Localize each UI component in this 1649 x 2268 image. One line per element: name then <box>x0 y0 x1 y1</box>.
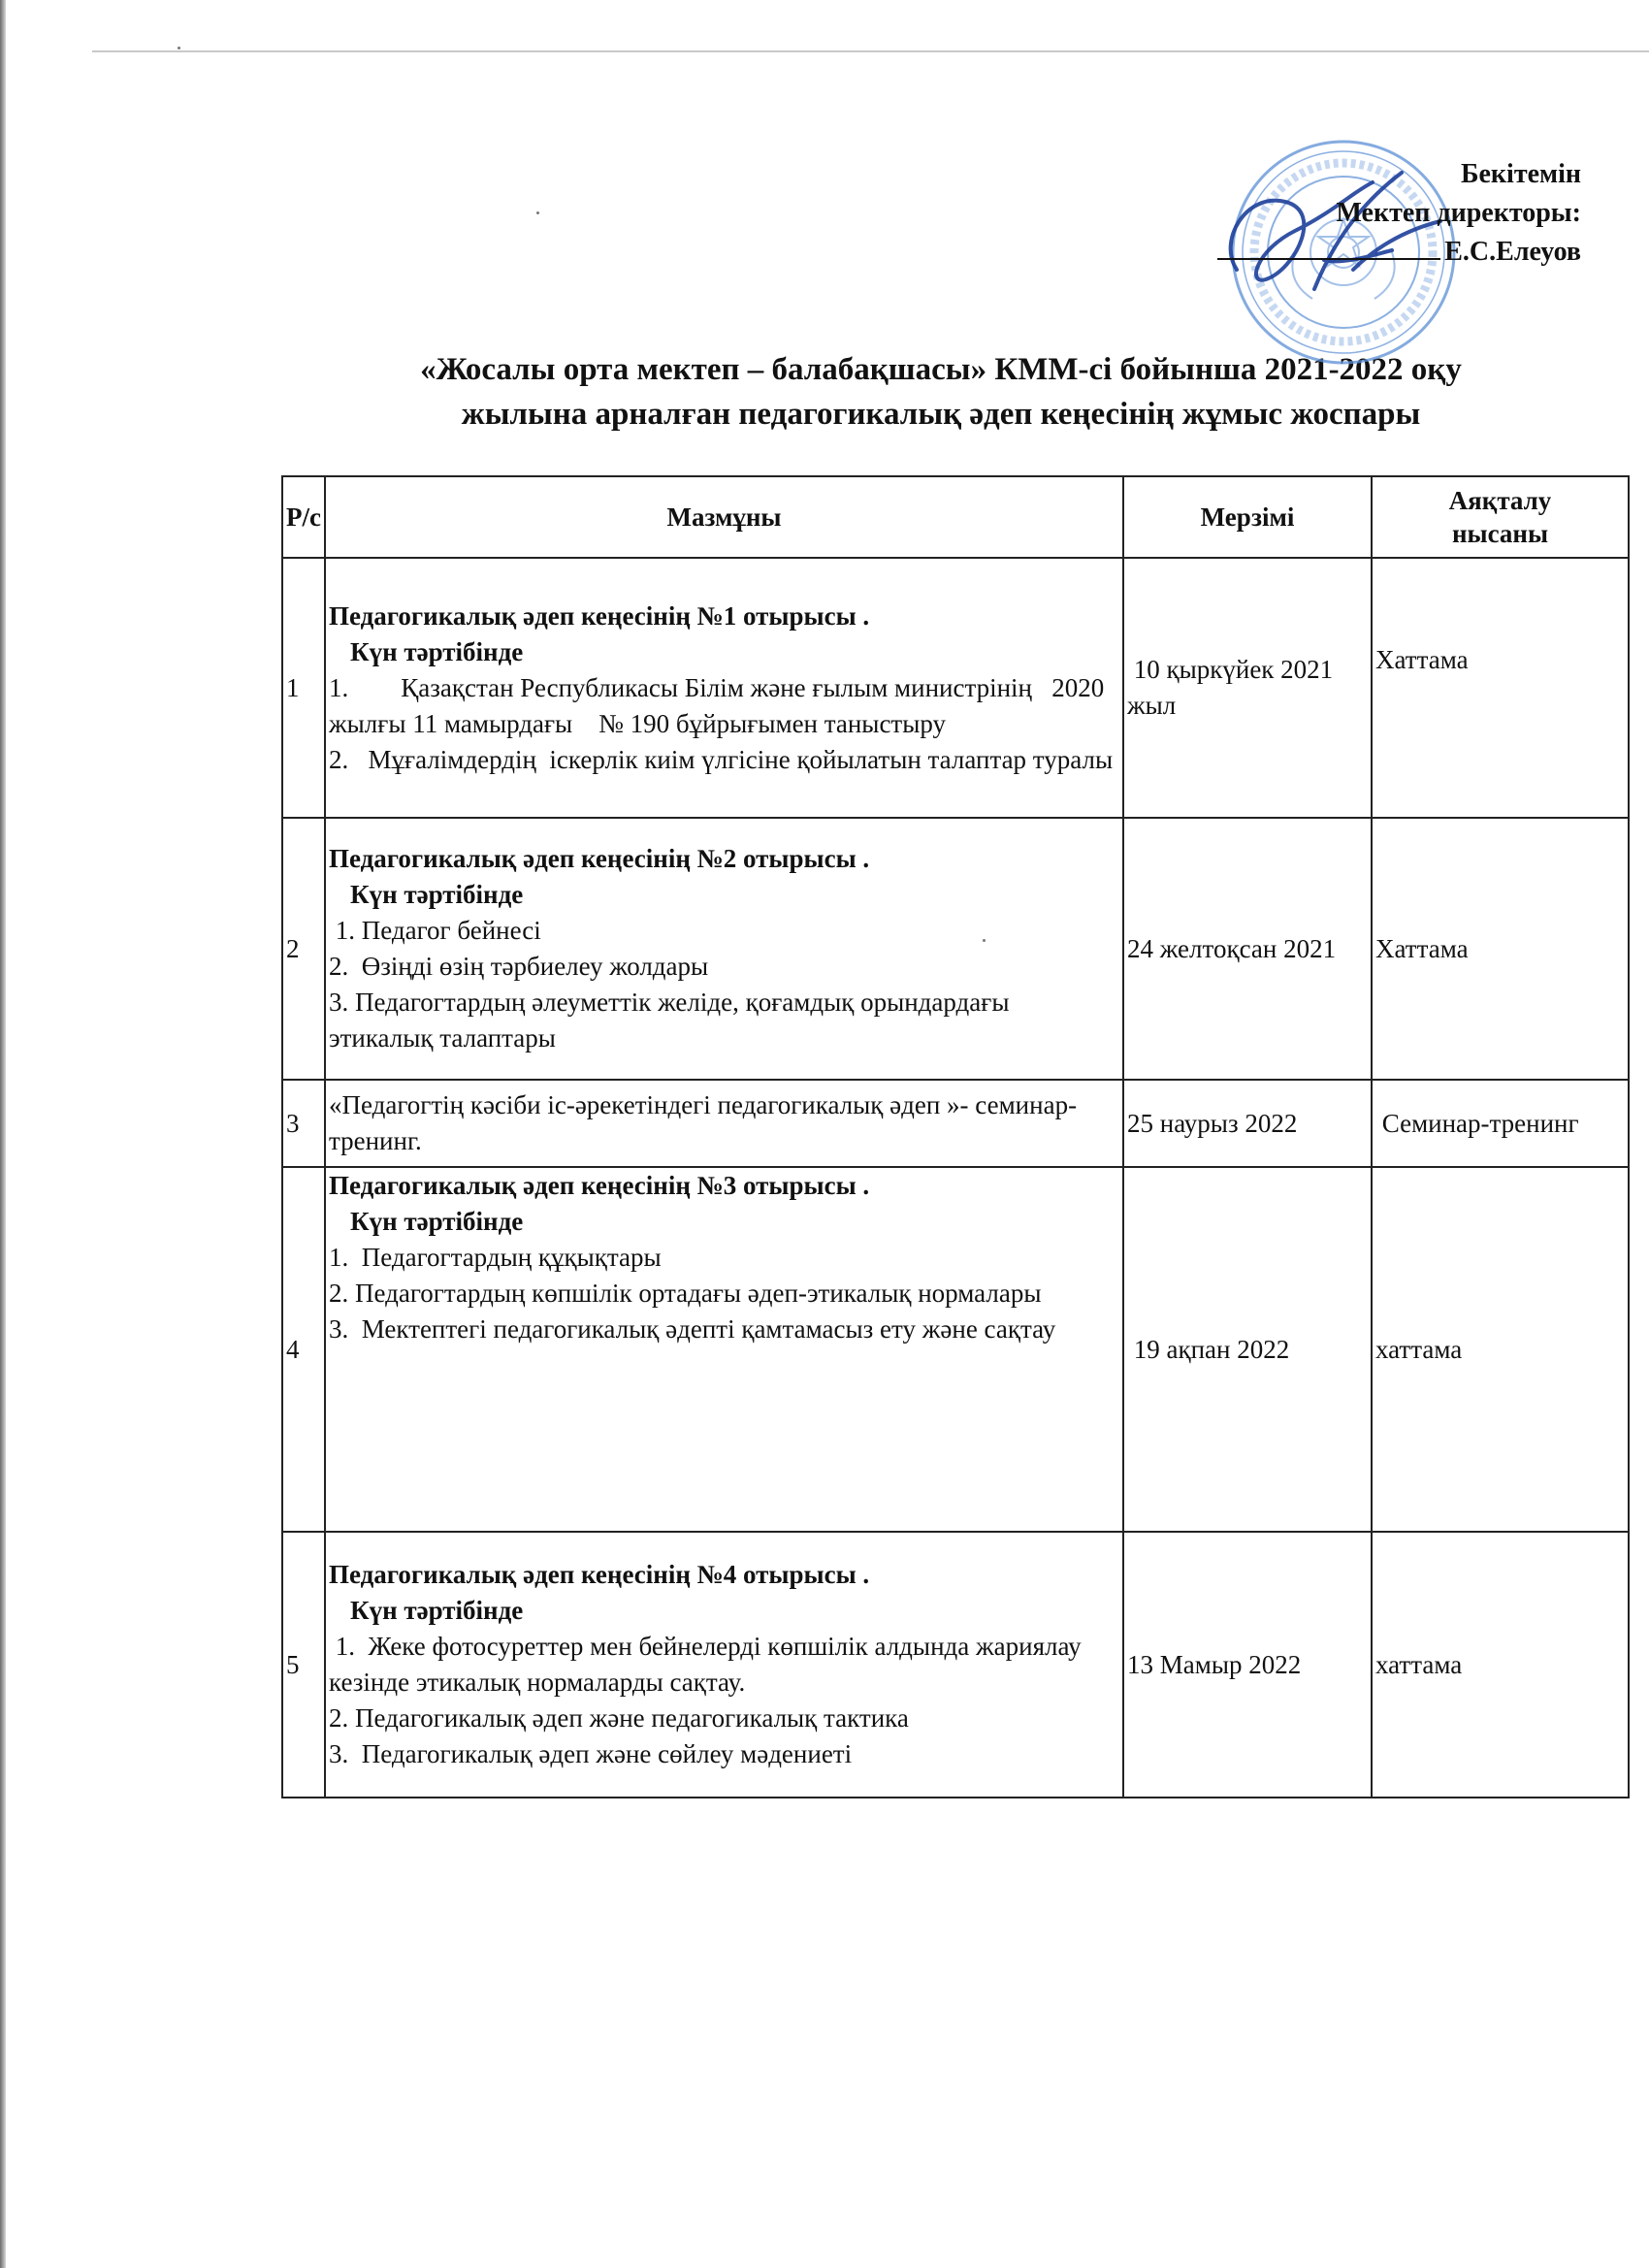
agenda-item: 2. Педагогикалық әдеп және педагогикалық тактика <box>329 1703 909 1733</box>
header-date: Мерзімі <box>1123 476 1372 558</box>
header-num: Р/с <box>282 476 325 558</box>
table-row <box>282 1167 1629 1532</box>
row-content <box>325 1532 1123 1798</box>
agenda-item: 2. Педагогтардың көпшілік ортадағы әдеп-этикалық нормалары <box>329 1279 1042 1308</box>
agenda-item: 1. Жеке фотосуреттер мен бейнелерді көпшілік алдында жариялау кезінде этикалық нормаларды сақтау. <box>329 1632 1088 1697</box>
row-date: 25 наурыз 2022 <box>1123 1080 1372 1167</box>
row-date: 24 желтоқсан 2021 <box>1123 818 1372 1080</box>
row-content: «Педагогтің кәсіби іс-әрекетіндегі педагогикалық әдеп »- семинар-тренинг. <box>325 1080 1123 1167</box>
table-row <box>282 1532 1629 1798</box>
work-plan-table <box>281 475 1630 1798</box>
table-header-row <box>282 476 1629 558</box>
header-form-line1: Аяқталу <box>1448 486 1552 515</box>
header-form <box>1372 476 1629 558</box>
row-date: 13 Мамыр 2022 <box>1123 1532 1372 1798</box>
row-form: Хаттама <box>1372 558 1629 818</box>
row-num: 3 <box>282 1080 325 1167</box>
scan-left-edge <box>0 0 6 2268</box>
agenda-item: 2. Мұғалімдердің іскерлік киім үлгісіне қойылатын талаптар туралы <box>329 744 1114 774</box>
agenda-item: 3. Педагогтардың әлеуметтік желіде, қоғамдық орындардағы этикалық талаптары <box>329 988 1017 1053</box>
row-content <box>325 1167 1123 1532</box>
row-num: 4 <box>282 1167 325 1532</box>
header-content: Мазмұны <box>325 476 1123 558</box>
document-title-line2: жылына арналған педагогикалық әдеп кеңесінің жұмыс жоспары <box>461 397 1421 432</box>
row-content <box>325 818 1123 1080</box>
table-row <box>282 818 1629 1080</box>
agenda-item: 1. Педагогтардың құқықтары <box>329 1243 662 1272</box>
session-title: Педагогикалық әдеп кеңесінің №1 отырысы . <box>329 600 870 631</box>
agenda-label: Күн тәртібінде <box>350 880 524 909</box>
agenda-item: 3. Педагогикалық әдеп және сөйлеу мәдениеті <box>329 1739 853 1768</box>
row-content <box>325 558 1123 818</box>
row-num: 5 <box>282 1532 325 1798</box>
agenda-label: Күн тәртібінде <box>350 1596 524 1625</box>
session-title: Педагогикалық әдеп кеңесінің №3 отырысы . <box>329 1171 870 1200</box>
row-num: 2 <box>282 818 325 1080</box>
signature-line <box>1217 233 1440 260</box>
agenda-label: Күн тәртібінде <box>350 636 524 666</box>
row-form: Хаттама <box>1372 818 1629 1080</box>
agenda-label: Күн тәртібінде <box>350 1207 524 1236</box>
agenda-item: 1. Педагог бейнесі <box>329 916 541 945</box>
approval-signature-row <box>1217 233 1581 272</box>
scan-top-line <box>92 50 1649 52</box>
approval-block <box>1217 155 1581 272</box>
header-form-line2: нысаны <box>1451 519 1549 548</box>
approval-position: Мектеп директоры: <box>1336 198 1581 228</box>
session-title: Педагогикалық әдеп кеңесінің №2 отырысы . <box>329 844 870 873</box>
table-row <box>282 558 1629 818</box>
scan-speck <box>536 211 539 214</box>
scan-speck <box>178 47 180 49</box>
session-title: Педагогикалық әдеп кеңесінің №4 отырысы . <box>329 1560 870 1589</box>
row-date: 19 ақпан 2022 <box>1123 1167 1372 1532</box>
table-row <box>282 1080 1629 1167</box>
row-form: Семинар-тренинг <box>1372 1080 1629 1167</box>
agenda-item: 2. Өзіңді өзің тәрбиелеу жолдары <box>329 952 709 981</box>
approval-title: Бекітемін <box>1460 159 1581 189</box>
director-name: Е.С.Елеуов <box>1444 237 1581 267</box>
agenda-item: 1. Қазақстан Республикасы Білім және ғылым министрінің 2020 жылғы 11 мамырдағы № 190 бұйрығымен таныстыру <box>329 672 1112 738</box>
row-form: хаттама <box>1372 1167 1629 1532</box>
row-form: хаттама <box>1372 1532 1629 1798</box>
document-title-line1: «Жосалы орта мектеп – балабақшасы» КММ-сі бойынша 2021-2022 оқу <box>420 352 1462 387</box>
row-num: 1 <box>282 558 325 818</box>
row-date: 10 қыркүйек 2021 жыл <box>1123 558 1372 818</box>
agenda-item: 3. Мектептегі педагогикалық әдепті қамтамасыз ету және сақтау <box>329 1314 1056 1344</box>
